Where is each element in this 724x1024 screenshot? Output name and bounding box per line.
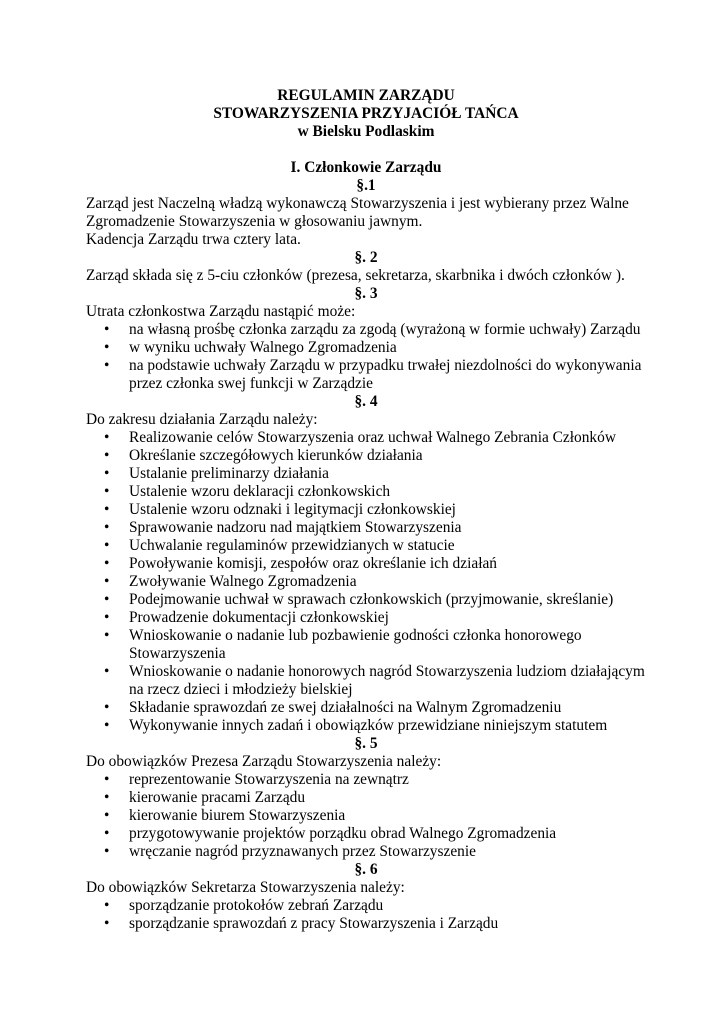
bullet-icon: • (104, 609, 110, 626)
list-item (86, 915, 646, 933)
section-paragraph: Do obowiązków Sekretarza Stowarzyszenia należy: (86, 879, 405, 896)
bullet-icon: • (104, 537, 110, 554)
bullet-icon: • (104, 447, 110, 464)
bullet-icon: • (104, 699, 110, 716)
list-item (86, 501, 646, 519)
section-heading: §.1 (356, 177, 376, 194)
document-subtitle: STOWARZYSZENIA PRZYJACIÓŁ TAŃCA (213, 105, 519, 122)
list-item-text: Ustalanie preliminarzy działania (129, 465, 329, 482)
bullet-icon: • (104, 339, 110, 356)
chapter-heading: I. Członkowie Zarządu (290, 159, 442, 176)
list-item-text: w wyniku uchwały Walnego Zgromadzenia (129, 339, 397, 356)
list-item-text: kierowanie biurem Stowarzyszenia (129, 807, 346, 824)
list-item-text: reprezentowanie Stowarzyszenia na zewnątrz (129, 771, 409, 788)
list-item-text: Określanie szczegółowych kierunków działania (129, 447, 423, 464)
bullet-icon: • (104, 915, 110, 932)
list-item (86, 483, 646, 501)
list-item (86, 627, 646, 663)
document-title: REGULAMIN ZARZĄDU (277, 87, 455, 104)
bullet-icon: • (104, 429, 110, 446)
list-item-text: sporządzanie protokołów zebrań Zarządu (129, 897, 384, 914)
bullet-icon: • (104, 825, 110, 842)
list-item (86, 465, 646, 483)
document-page (86, 87, 646, 933)
list-item-text: przygotowywanie projektów porządku obrad Walnego Zgromadzenia (129, 825, 557, 842)
list-item-text: na własną prośbę członka zarządu za zgodą (wyrażoną w formie uchwały) Zarządu (129, 321, 641, 338)
list-item-text: Ustalenie wzoru deklaracji członkowskich (129, 483, 391, 500)
sections-container (86, 177, 646, 933)
list-item-text: Wnioskowanie o nadanie lub pozbawienie godności członka honorowego Stowarzyszenia (129, 627, 582, 662)
list-item (86, 897, 646, 915)
bullet-icon: • (104, 591, 110, 608)
list-item (86, 573, 646, 591)
bullet-list (86, 771, 646, 861)
bullet-icon: • (104, 897, 110, 914)
list-item-text: wręczanie nagród przyznawanych przez Stowarzyszenie (129, 843, 476, 860)
section-paragraph: Kadencja Zarządu trwa cztery lata. (86, 231, 301, 248)
bullet-icon: • (104, 627, 110, 644)
section-paragraph: Do zakresu działania Zarządu należy: (86, 411, 318, 428)
list-item (86, 807, 646, 825)
bullet-icon: • (104, 465, 110, 482)
list-item (86, 843, 646, 861)
section (86, 249, 646, 285)
list-item (86, 699, 646, 717)
bullet-icon: • (104, 555, 110, 572)
list-item (86, 519, 646, 537)
list-item (86, 789, 646, 807)
bullet-icon: • (104, 843, 110, 860)
document-location: w Bielsku Podlaskim (297, 123, 435, 140)
bullet-icon: • (104, 807, 110, 824)
list-item (86, 591, 646, 609)
bullet-icon: • (104, 573, 110, 590)
section (86, 735, 646, 861)
section-heading: §. 4 (354, 393, 378, 410)
list-item (86, 771, 646, 789)
list-item-text: Zwoływanie Walnego Zgromadzenia (129, 573, 357, 590)
bullet-icon: • (104, 357, 110, 374)
list-item-text: Uchwalanie regulaminów przewidzianych w statucie (129, 537, 455, 554)
list-item-text: Wykonywanie innych zadań i obowiązków przewidziane niniejszym statutem (129, 717, 608, 734)
list-item (86, 447, 646, 465)
spacer (86, 141, 646, 159)
list-item (86, 429, 646, 447)
bullet-icon: • (104, 771, 110, 788)
section-paragraph: Utrata członkostwa Zarządu nastąpić może: (86, 303, 356, 320)
section-heading: §. 6 (354, 861, 378, 878)
bullet-icon: • (104, 501, 110, 518)
bullet-list (86, 429, 646, 735)
list-item (86, 555, 646, 573)
list-item (86, 537, 646, 555)
section (86, 177, 646, 249)
section (86, 393, 646, 735)
section-heading: §. 3 (354, 285, 378, 302)
list-item (86, 663, 646, 699)
section-heading: §. 5 (354, 735, 378, 752)
section-heading: §. 2 (354, 249, 378, 266)
list-item (86, 339, 646, 357)
section-paragraph: Do obowiązków Prezesa Zarządu Stowarzyszenia należy: (86, 753, 442, 770)
bullet-icon: • (104, 483, 110, 500)
list-item (86, 357, 646, 393)
list-item-text: Ustalenie wzoru odznaki i legitymacji członkowskiej (129, 501, 456, 518)
list-item-text: na podstawie uchwały Zarządu w przypadku trwałej niezdolności do wykonywania przez członka swej funkcji w Zarządzie (129, 357, 642, 392)
bullet-icon: • (104, 717, 110, 734)
list-item-text: Realizowanie celów Stowarzyszenia oraz uchwał Walnego Zebrania Członków (129, 429, 616, 446)
list-item (86, 717, 646, 735)
list-item-text: kierowanie pracami Zarządu (129, 789, 306, 806)
bullet-list (86, 897, 646, 933)
list-item (86, 825, 646, 843)
section-paragraph: Zarząd składa się z 5-ciu członków (prezesa, sekretarza, skarbnika i dwóch członków ). (86, 267, 625, 284)
bullet-list (86, 321, 646, 393)
bullet-icon: • (104, 321, 110, 338)
bullet-icon: • (104, 663, 110, 680)
list-item-text: Prowadzenie dokumentacji członkowskiej (129, 609, 389, 626)
section (86, 861, 646, 933)
bullet-icon: • (104, 789, 110, 806)
list-item-text: Sprawowanie nadzoru nad majątkiem Stowarzyszenia (129, 519, 462, 536)
list-item-text: Składanie sprawozdań ze swej działalności na Walnym Zgromadzeniu (129, 699, 562, 716)
list-item-text: Wnioskowanie o nadanie honorowych nagród Stowarzyszenia ludziom działającym na rzecz dzieci i młodzieży bielskiej (129, 663, 645, 698)
list-item-text: Powoływanie komisji, zespołów oraz określanie ich działań (129, 555, 497, 572)
bullet-icon: • (104, 519, 110, 536)
list-item (86, 321, 646, 339)
section (86, 285, 646, 393)
section-paragraph: Zarząd jest Naczelną władzą wykonawczą Stowarzyszenia i jest wybierany przez Walne Zgromadzenie Stowarzyszenia w głosowaniu jawnym. (86, 195, 629, 230)
list-item-text: Podejmowanie uchwał w sprawach członkowskich (przyjmowanie, skreślanie) (129, 591, 614, 608)
list-item (86, 609, 646, 627)
list-item-text: sporządzanie sprawozdań z pracy Stowarzyszenia i Zarządu (129, 915, 499, 932)
